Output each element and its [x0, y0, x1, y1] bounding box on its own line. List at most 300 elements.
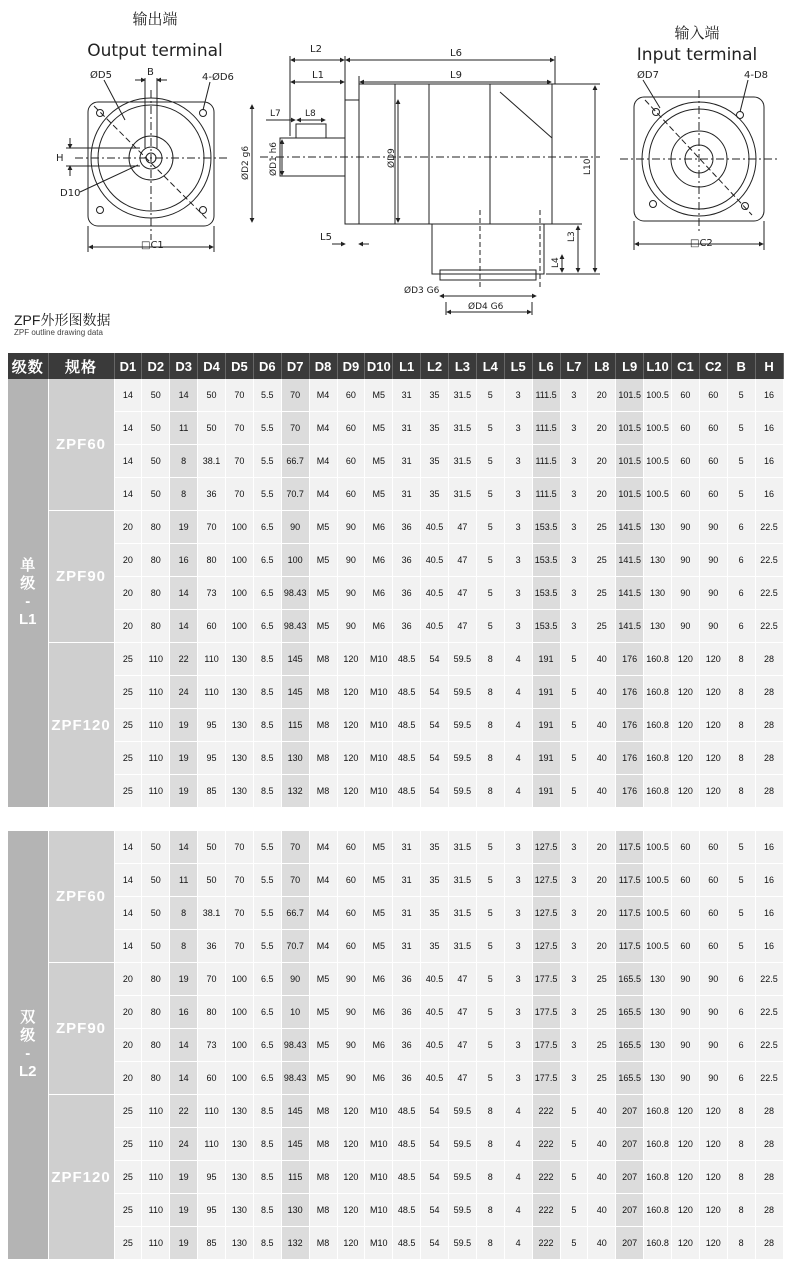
- cell-l1: 36: [393, 544, 421, 577]
- cell-l4: 5: [476, 511, 504, 544]
- cell-l7: 5: [560, 709, 588, 742]
- cell-l3: 47: [449, 996, 477, 1029]
- cell-l5: 3: [504, 963, 532, 996]
- cell-l6: 111.5: [532, 379, 560, 412]
- cell-l1: 31: [393, 831, 421, 864]
- cell-d8: M5: [309, 610, 337, 643]
- cell-l4: 8: [476, 742, 504, 775]
- cell-d1: 25: [114, 676, 142, 709]
- cell-d6: 6.5: [253, 963, 281, 996]
- cell-d7: 98.43: [281, 577, 309, 610]
- cell-l8: 20: [588, 412, 616, 445]
- cell-l7: 5: [560, 1227, 588, 1260]
- cell-d3: 8: [170, 897, 198, 930]
- cell-h: 28: [755, 1095, 783, 1128]
- cell-d10: M6: [365, 1062, 393, 1095]
- cell-d3: 19: [170, 775, 198, 808]
- cell-l5: 4: [504, 643, 532, 676]
- cell-l8: 20: [588, 930, 616, 963]
- cell-l10: 130: [644, 963, 672, 996]
- cell-h: 28: [755, 643, 783, 676]
- cell-l4: 8: [476, 676, 504, 709]
- cell-l4: 8: [476, 709, 504, 742]
- cell-d4: 60: [198, 1062, 226, 1095]
- cell-c2: 90: [699, 963, 727, 996]
- cell-d1: 14: [114, 831, 142, 864]
- cell-l3: 31.5: [449, 831, 477, 864]
- cell-c1: 60: [672, 831, 700, 864]
- header-d7: D7: [281, 353, 309, 379]
- cell-l2: 54: [421, 1161, 449, 1194]
- cell-d8: M4: [309, 897, 337, 930]
- cell-d2: 110: [142, 676, 170, 709]
- cell-l5: 4: [504, 742, 532, 775]
- cell-l2: 54: [421, 676, 449, 709]
- cell-c2: 120: [699, 1227, 727, 1260]
- cell-l6: 191: [532, 775, 560, 808]
- cell-l2: 35: [421, 831, 449, 864]
- table-row: [8, 775, 783, 808]
- cell-d4: 36: [198, 478, 226, 511]
- cell-d3: 19: [170, 742, 198, 775]
- cell-l6: 191: [532, 643, 560, 676]
- header-d8: D8: [309, 353, 337, 379]
- cell-l5: 3: [504, 445, 532, 478]
- cell-l7: 3: [560, 864, 588, 897]
- cell-l5: 4: [504, 775, 532, 808]
- cell-l8: 40: [588, 709, 616, 742]
- cell-l9: 117.5: [616, 831, 644, 864]
- cell-l9: 117.5: [616, 897, 644, 930]
- cell-h: 28: [755, 1128, 783, 1161]
- cell-d7: 98.43: [281, 610, 309, 643]
- output-title-cn: 输出端: [132, 10, 178, 28]
- cell-l10: 130: [644, 1062, 672, 1095]
- cell-d3: 14: [170, 379, 198, 412]
- cell-d4: 95: [198, 709, 226, 742]
- cell-l5: 3: [504, 577, 532, 610]
- cell-l6: 222: [532, 1161, 560, 1194]
- cell-b: 8: [727, 709, 755, 742]
- cell-l10: 160.8: [644, 676, 672, 709]
- cell-l4: 8: [476, 1095, 504, 1128]
- cell-d2: 80: [142, 610, 170, 643]
- cell-c1: 60: [672, 445, 700, 478]
- cell-l3: 47: [449, 1029, 477, 1062]
- cell-l5: 3: [504, 412, 532, 445]
- cell-l8: 40: [588, 1128, 616, 1161]
- cell-d9: 120: [337, 742, 365, 775]
- cell-c2: 90: [699, 1062, 727, 1095]
- cell-l4: 5: [476, 897, 504, 930]
- cell-l6: 222: [532, 1227, 560, 1260]
- cell-d4: 38.1: [198, 897, 226, 930]
- header-stage: 级数: [8, 353, 48, 379]
- cell-h: 28: [755, 775, 783, 808]
- cell-d9: 120: [337, 1194, 365, 1227]
- cell-l8: 40: [588, 775, 616, 808]
- cell-d2: 50: [142, 445, 170, 478]
- table-row: [8, 1095, 783, 1128]
- cell-c1: 60: [672, 930, 700, 963]
- cell-d7: 90: [281, 963, 309, 996]
- cell-l1: 36: [393, 963, 421, 996]
- cell-l1: 31: [393, 930, 421, 963]
- cell-d7: 98.43: [281, 1062, 309, 1095]
- cell-c2: 120: [699, 709, 727, 742]
- cell-l1: 48.5: [393, 1161, 421, 1194]
- cell-d2: 110: [142, 1128, 170, 1161]
- cell-l1: 36: [393, 1062, 421, 1095]
- cell-c1: 60: [672, 864, 700, 897]
- cell-l2: 35: [421, 445, 449, 478]
- cell-d9: 60: [337, 930, 365, 963]
- cell-l2: 54: [421, 742, 449, 775]
- cell-d4: 95: [198, 1194, 226, 1227]
- table-row: [8, 1194, 783, 1227]
- cell-l7: 5: [560, 643, 588, 676]
- cell-c2: 90: [699, 511, 727, 544]
- cell-b: 5: [727, 445, 755, 478]
- cell-l5: 4: [504, 1194, 532, 1227]
- header-l5: L5: [504, 353, 532, 379]
- cell-d7: 70: [281, 831, 309, 864]
- cell-h: 22.5: [755, 1029, 783, 1062]
- cell-l7: 3: [560, 544, 588, 577]
- cell-d9: 60: [337, 478, 365, 511]
- cell-d8: M8: [309, 1128, 337, 1161]
- cell-d2: 110: [142, 643, 170, 676]
- table-row: [8, 379, 783, 412]
- label-l5: L5: [320, 232, 332, 243]
- cell-l9: 207: [616, 1095, 644, 1128]
- cell-l8: 40: [588, 1161, 616, 1194]
- cell-d5: 130: [226, 742, 254, 775]
- table-row: [8, 1062, 783, 1095]
- cell-l9: 176: [616, 742, 644, 775]
- cell-l2: 54: [421, 1227, 449, 1260]
- cell-l7: 5: [560, 1128, 588, 1161]
- cell-d3: 11: [170, 412, 198, 445]
- cell-d1: 25: [114, 709, 142, 742]
- cell-l4: 5: [476, 930, 504, 963]
- cell-d4: 110: [198, 643, 226, 676]
- cell-l1: 36: [393, 996, 421, 1029]
- cell-d6: 5.5: [253, 930, 281, 963]
- cell-l4: 5: [476, 379, 504, 412]
- cell-d3: 22: [170, 1095, 198, 1128]
- cell-l6: 191: [532, 709, 560, 742]
- cell-d6: 5.5: [253, 864, 281, 897]
- cell-c1: 90: [672, 1062, 700, 1095]
- cell-d3: 19: [170, 709, 198, 742]
- cell-l4: 5: [476, 478, 504, 511]
- cell-d2: 80: [142, 577, 170, 610]
- cell-d7: 145: [281, 1095, 309, 1128]
- cell-d5: 70: [226, 897, 254, 930]
- cell-d6: 5.5: [253, 897, 281, 930]
- cell-d5: 100: [226, 1062, 254, 1095]
- cell-l10: 160.8: [644, 1095, 672, 1128]
- cell-d10: M5: [365, 864, 393, 897]
- cell-d5: 100: [226, 996, 254, 1029]
- cell-l9: 207: [616, 1227, 644, 1260]
- cell-l10: 130: [644, 996, 672, 1029]
- cell-d7: 70: [281, 379, 309, 412]
- model-cell: ZPF60: [48, 379, 114, 511]
- cell-d7: 130: [281, 742, 309, 775]
- cell-l8: 40: [588, 676, 616, 709]
- cell-l7: 3: [560, 897, 588, 930]
- cell-l3: 31.5: [449, 897, 477, 930]
- cell-l5: 3: [504, 864, 532, 897]
- cell-l6: 153.5: [532, 577, 560, 610]
- cell-l3: 31.5: [449, 478, 477, 511]
- cell-c2: 90: [699, 610, 727, 643]
- cell-l9: 176: [616, 709, 644, 742]
- stage-label: [8, 831, 48, 1260]
- cell-l9: 165.5: [616, 1029, 644, 1062]
- cell-l3: 59.5: [449, 1128, 477, 1161]
- cell-d7: 100: [281, 544, 309, 577]
- cell-b: 6: [727, 996, 755, 1029]
- cell-d7: 132: [281, 775, 309, 808]
- cell-l1: 36: [393, 511, 421, 544]
- cell-d3: 16: [170, 544, 198, 577]
- label-d3: ØD3 G6: [404, 286, 440, 296]
- cell-d2: 50: [142, 412, 170, 445]
- input-terminal-view: [620, 80, 778, 250]
- cell-d7: 115: [281, 709, 309, 742]
- cell-l10: 130: [644, 511, 672, 544]
- table-row: [8, 544, 783, 577]
- cell-l8: 40: [588, 1095, 616, 1128]
- cell-d2: 80: [142, 544, 170, 577]
- cell-l7: 3: [560, 412, 588, 445]
- table-row: [8, 1128, 783, 1161]
- cell-l9: 176: [616, 643, 644, 676]
- label-d5: ØD5: [90, 70, 112, 81]
- cell-b: 5: [727, 478, 755, 511]
- table-row: [8, 897, 783, 930]
- cell-d3: 19: [170, 1194, 198, 1227]
- cell-d10: M6: [365, 996, 393, 1029]
- cell-d3: 14: [170, 577, 198, 610]
- cell-b: 8: [727, 1128, 755, 1161]
- cell-h: 22.5: [755, 963, 783, 996]
- header-l7: L7: [560, 353, 588, 379]
- cell-l8: 25: [588, 610, 616, 643]
- cell-l6: 153.5: [532, 544, 560, 577]
- cell-d7: 70: [281, 864, 309, 897]
- cell-d3: 19: [170, 963, 198, 996]
- cell-d6: 6.5: [253, 1029, 281, 1062]
- cell-d3: 24: [170, 1128, 198, 1161]
- cell-l5: 3: [504, 897, 532, 930]
- cell-d9: 60: [337, 445, 365, 478]
- cell-l3: 47: [449, 610, 477, 643]
- cell-d6: 6.5: [253, 577, 281, 610]
- cell-d10: M10: [365, 709, 393, 742]
- cell-d1: 25: [114, 1161, 142, 1194]
- cell-c1: 120: [672, 1194, 700, 1227]
- cell-l3: 59.5: [449, 775, 477, 808]
- cell-d3: 14: [170, 831, 198, 864]
- cell-l3: 59.5: [449, 1227, 477, 1260]
- cell-d3: 19: [170, 1161, 198, 1194]
- cell-l10: 130: [644, 1029, 672, 1062]
- table-row: [8, 709, 783, 742]
- cell-l10: 100.5: [644, 930, 672, 963]
- cell-l4: 5: [476, 445, 504, 478]
- cell-d3: 8: [170, 478, 198, 511]
- cell-d2: 80: [142, 511, 170, 544]
- cell-l2: 35: [421, 864, 449, 897]
- cell-d4: 50: [198, 412, 226, 445]
- cell-d2: 50: [142, 897, 170, 930]
- cell-d5: 130: [226, 1128, 254, 1161]
- input-title-en: Input terminal: [636, 45, 758, 65]
- cell-l2: 40.5: [421, 963, 449, 996]
- cell-l5: 3: [504, 610, 532, 643]
- cell-l10: 160.8: [644, 1161, 672, 1194]
- cell-d10: M5: [365, 478, 393, 511]
- cell-l10: 160.8: [644, 775, 672, 808]
- cell-l9: 165.5: [616, 963, 644, 996]
- table-row: [8, 1029, 783, 1062]
- cell-l6: 222: [532, 1095, 560, 1128]
- cell-d1: 25: [114, 1095, 142, 1128]
- cell-l9: 207: [616, 1194, 644, 1227]
- cell-l9: 141.5: [616, 511, 644, 544]
- cell-b: 8: [727, 742, 755, 775]
- header-d4: D4: [198, 353, 226, 379]
- cell-l2: 35: [421, 379, 449, 412]
- cell-b: 5: [727, 831, 755, 864]
- cell-l4: 5: [476, 996, 504, 1029]
- cell-d5: 130: [226, 709, 254, 742]
- label-c1: □C1: [141, 240, 164, 251]
- table-row: [8, 610, 783, 643]
- header-l10: L10: [644, 353, 672, 379]
- cell-d8: M8: [309, 775, 337, 808]
- cell-b: 8: [727, 775, 755, 808]
- cell-d7: 130: [281, 1194, 309, 1227]
- cell-l10: 130: [644, 544, 672, 577]
- label-l6: L6: [450, 48, 462, 59]
- cell-d4: 70: [198, 963, 226, 996]
- cell-h: 16: [755, 930, 783, 963]
- cell-l4: 5: [476, 963, 504, 996]
- cell-h: 28: [755, 676, 783, 709]
- label-d9: ØD9: [387, 148, 397, 168]
- cell-l9: 101.5: [616, 412, 644, 445]
- cell-l7: 3: [560, 379, 588, 412]
- cell-c2: 60: [699, 831, 727, 864]
- outline-drawing: [0, 0, 790, 315]
- cell-d10: M10: [365, 742, 393, 775]
- cell-d4: 36: [198, 930, 226, 963]
- cell-l8: 20: [588, 864, 616, 897]
- cell-b: 6: [727, 610, 755, 643]
- cell-l8: 40: [588, 1194, 616, 1227]
- cell-d3: 11: [170, 864, 198, 897]
- cell-d1: 20: [114, 577, 142, 610]
- cell-d3: 19: [170, 1227, 198, 1260]
- cell-l3: 31.5: [449, 379, 477, 412]
- label-l9: L9: [450, 70, 462, 81]
- stage-label-line: 级: [20, 575, 36, 592]
- cell-l2: 40.5: [421, 511, 449, 544]
- cell-d4: 60: [198, 610, 226, 643]
- cell-c1: 120: [672, 676, 700, 709]
- model-cell: ZPF120: [48, 643, 114, 808]
- cell-c1: 90: [672, 511, 700, 544]
- cell-l4: 5: [476, 864, 504, 897]
- header-d5: D5: [226, 353, 254, 379]
- cell-d1: 14: [114, 478, 142, 511]
- cell-d9: 60: [337, 412, 365, 445]
- cell-d9: 60: [337, 864, 365, 897]
- cell-b: 6: [727, 511, 755, 544]
- cell-b: 5: [727, 897, 755, 930]
- stage-label-line: -: [25, 593, 31, 610]
- cell-h: 28: [755, 709, 783, 742]
- cell-d8: M8: [309, 1227, 337, 1260]
- cell-d5: 70: [226, 864, 254, 897]
- cell-d10: M5: [365, 831, 393, 864]
- table-row: [8, 511, 783, 544]
- cell-l7: 5: [560, 1095, 588, 1128]
- cell-l7: 3: [560, 930, 588, 963]
- cell-c2: 60: [699, 864, 727, 897]
- cell-l6: 177.5: [532, 1062, 560, 1095]
- cell-d8: M5: [309, 996, 337, 1029]
- cell-b: 8: [727, 643, 755, 676]
- cell-l4: 5: [476, 1029, 504, 1062]
- cell-d9: 90: [337, 610, 365, 643]
- cell-l4: 8: [476, 1161, 504, 1194]
- cell-l4: 5: [476, 544, 504, 577]
- label-h: H: [56, 153, 64, 164]
- cell-l3: 59.5: [449, 709, 477, 742]
- cell-l6: 127.5: [532, 831, 560, 864]
- stage-label-line: 级: [20, 1027, 36, 1044]
- cell-l5: 3: [504, 1062, 532, 1095]
- header-l2: L2: [421, 353, 449, 379]
- cell-l1: 36: [393, 610, 421, 643]
- cell-d7: 98.43: [281, 1029, 309, 1062]
- cell-l8: 20: [588, 897, 616, 930]
- cell-l2: 35: [421, 412, 449, 445]
- cell-l4: 8: [476, 643, 504, 676]
- cell-d10: M6: [365, 544, 393, 577]
- cell-d2: 50: [142, 379, 170, 412]
- cell-l5: 4: [504, 676, 532, 709]
- output-terminal-view: [66, 78, 228, 252]
- cell-l1: 48.5: [393, 742, 421, 775]
- cell-d8: M4: [309, 412, 337, 445]
- cell-b: 8: [727, 1095, 755, 1128]
- cell-l6: 177.5: [532, 996, 560, 1029]
- cell-l4: 5: [476, 610, 504, 643]
- cell-d9: 60: [337, 831, 365, 864]
- cell-l2: 35: [421, 930, 449, 963]
- cell-d5: 100: [226, 610, 254, 643]
- cell-d8: M4: [309, 831, 337, 864]
- label-l1: L1: [312, 70, 324, 81]
- cell-d3: 8: [170, 445, 198, 478]
